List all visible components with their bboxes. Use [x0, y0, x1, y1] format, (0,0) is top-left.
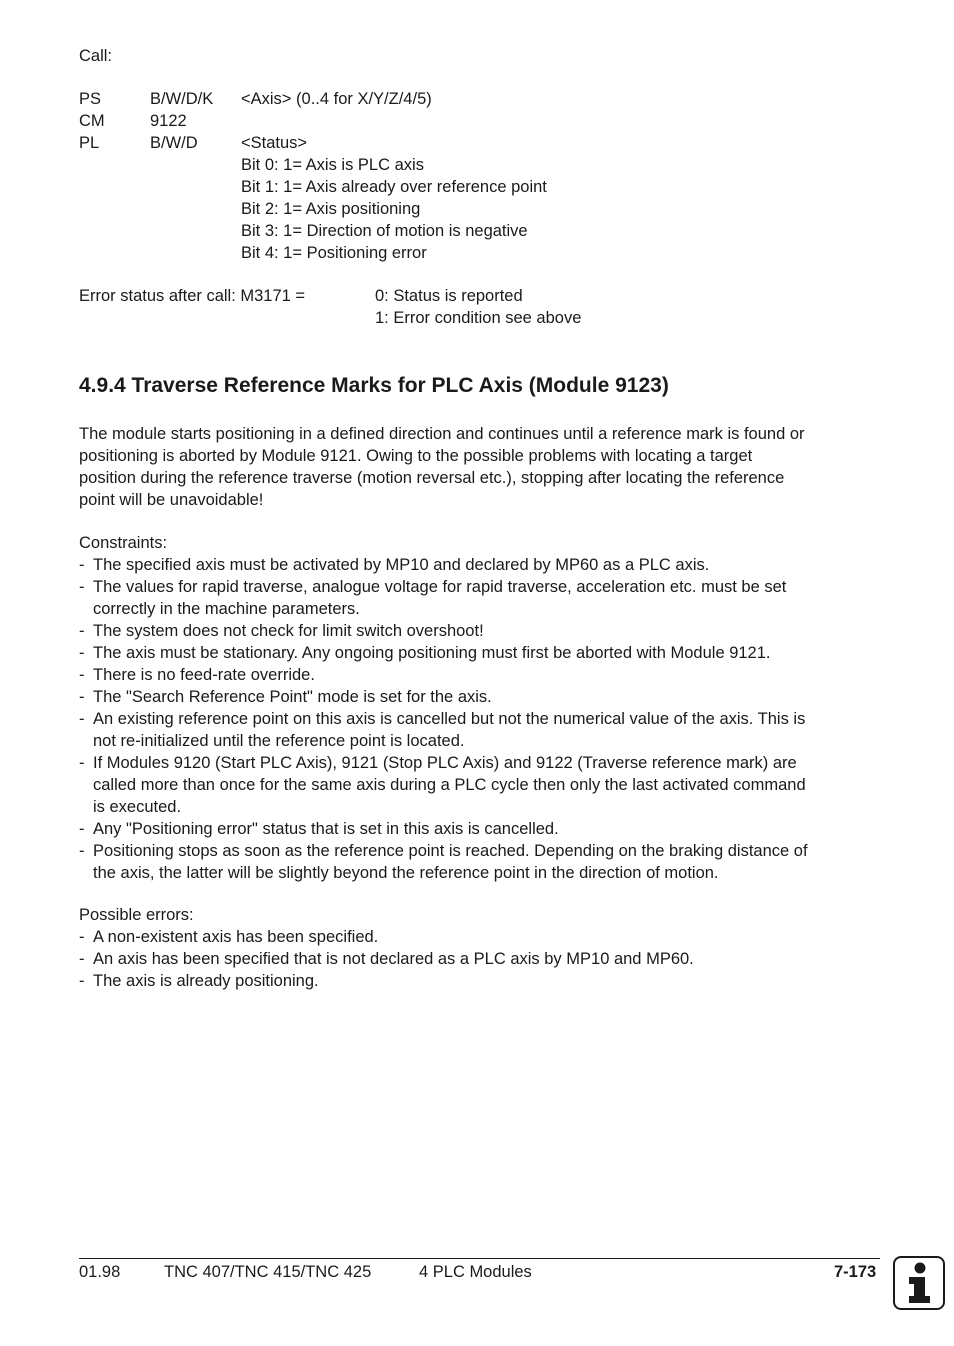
list-dash: - [79, 622, 85, 640]
list-dash: - [79, 578, 85, 596]
intro-line: point will be unavoidable! [79, 491, 264, 509]
call-op: PS [79, 90, 102, 108]
call-op: CM [79, 112, 105, 130]
list-dash: - [79, 666, 85, 684]
list-dash: - [79, 820, 85, 838]
constraints-label: Constraints: [79, 534, 168, 552]
list-dash: - [79, 556, 85, 574]
call-arg: <Status> [241, 134, 308, 152]
constraint-item [79, 752, 879, 818]
constraint-item [79, 642, 879, 664]
errors-label: Possible errors: [79, 906, 194, 924]
error-item [79, 926, 879, 948]
errors-list [79, 926, 879, 992]
constraint-item [79, 686, 879, 708]
list-dash: - [79, 842, 85, 860]
constraint-line: The axis must be stationary. Any ongoing positioning must first be aborted with Module 9121. [93, 644, 771, 662]
status-bit-3: Bit 3: 1= Direction of motion is negative [241, 222, 528, 240]
footer-chapter: 4 PLC Modules [419, 1263, 532, 1281]
status-bit-0: Bit 0: 1= Axis is PLC axis [241, 156, 424, 174]
error-item [79, 970, 879, 992]
error-status-value-0: 0: Status is reported [375, 287, 523, 305]
constraint-item [79, 576, 879, 620]
error-line: The axis is already positioning. [93, 972, 319, 990]
intro-line: The module starts positioning in a defined direction and continues until a reference mark is found or [79, 425, 805, 443]
constraint-line: the axis, the latter will be slightly beyond the reference point in the direction of motion. [93, 864, 719, 882]
list-dash: - [79, 688, 85, 706]
constraint-line: There is no feed-rate override. [93, 666, 315, 684]
section-heading: 4.9.4 Traverse Reference Marks for PLC Axis (Module 9123) [79, 374, 669, 397]
list-dash: - [79, 928, 85, 946]
constraint-item [79, 708, 879, 752]
constraint-line: The "Search Reference Point" mode is set for the axis. [93, 688, 492, 706]
footer-date: 01.98 [79, 1263, 121, 1281]
call-row-ps [79, 88, 679, 110]
list-dash: - [79, 710, 85, 728]
intro-line: positioning is aborted by Module 9121. Owing to the possible problems with locating a target [79, 447, 753, 465]
call-arg: <Axis> (0..4 for X/Y/Z/4/5) [241, 90, 432, 108]
error-line: A non-existent axis has been specified. [93, 928, 379, 946]
intro-paragraph [79, 423, 879, 511]
list-dash: - [79, 644, 85, 662]
list-dash: - [79, 972, 85, 990]
error-status-label: Error status after call: M3171 = [79, 287, 306, 305]
call-type: 9122 [150, 112, 187, 130]
constraint-line: Any "Positioning error" status that is set in this axis is cancelled. [93, 820, 559, 838]
constraint-line: is executed. [93, 798, 182, 816]
constraint-line: An existing reference point on this axis is cancelled but not the numerical value of the axis. This is [93, 710, 806, 728]
constraints-list [79, 554, 879, 884]
constraint-item [79, 840, 879, 884]
list-dash: - [79, 754, 85, 772]
constraint-line: The values for rapid traverse, analogue voltage for rapid traverse, acceleration etc. must be set [93, 578, 787, 596]
status-bit-4: Bit 4: 1= Positioning error [241, 244, 427, 262]
status-bit-2: Bit 2: 1= Axis positioning [241, 200, 421, 218]
constraint-line: Positioning stops as soon as the reference point is reached. Depending on the braking distance of [93, 842, 808, 860]
constraint-item [79, 818, 879, 840]
intro-line: position during the reference traverse (motion reversal etc.), stopping after locating the reference [79, 469, 785, 487]
constraint-line: The system does not check for limit switch overshoot! [93, 622, 484, 640]
constraint-line: The specified axis must be activated by MP10 and declared by MP60 as a PLC axis. [93, 556, 710, 574]
call-row-pl [79, 132, 679, 154]
info-glyph-icon [895, 1258, 943, 1308]
error-line: An axis has been specified that is not declared as a PLC axis by MP10 and MP60. [93, 950, 694, 968]
constraint-line: If Modules 9120 (Start PLC Axis), 9121 (Stop PLC Axis) and 9122 (Traverse reference mark) are [93, 754, 797, 772]
call-row-cm [79, 110, 679, 132]
footer-model: TNC 407/TNC 415/TNC 425 [164, 1263, 372, 1281]
call-op: PL [79, 134, 100, 152]
constraint-line: not re-initialized until the reference point is located. [93, 732, 465, 750]
page-number: 7-173 [834, 1263, 877, 1281]
constraint-item [79, 620, 879, 642]
list-dash: - [79, 950, 85, 968]
status-bit-1: Bit 1: 1= Axis already over reference point [241, 178, 547, 196]
constraint-item [79, 554, 879, 576]
error-item [79, 948, 879, 970]
error-status-value-1: 1: Error condition see above [375, 309, 582, 327]
constraint-line: correctly in the machine parameters. [93, 600, 360, 618]
call-type: B/W/D/K [150, 90, 214, 108]
info-icon [893, 1256, 945, 1310]
call-type: B/W/D [150, 134, 198, 152]
constraint-line: called more than once for the same axis during a PLC cycle then only the last activated command [93, 776, 806, 794]
constraint-item [79, 664, 879, 686]
call-label: Call: [79, 47, 113, 65]
footer-rule [79, 1258, 880, 1259]
